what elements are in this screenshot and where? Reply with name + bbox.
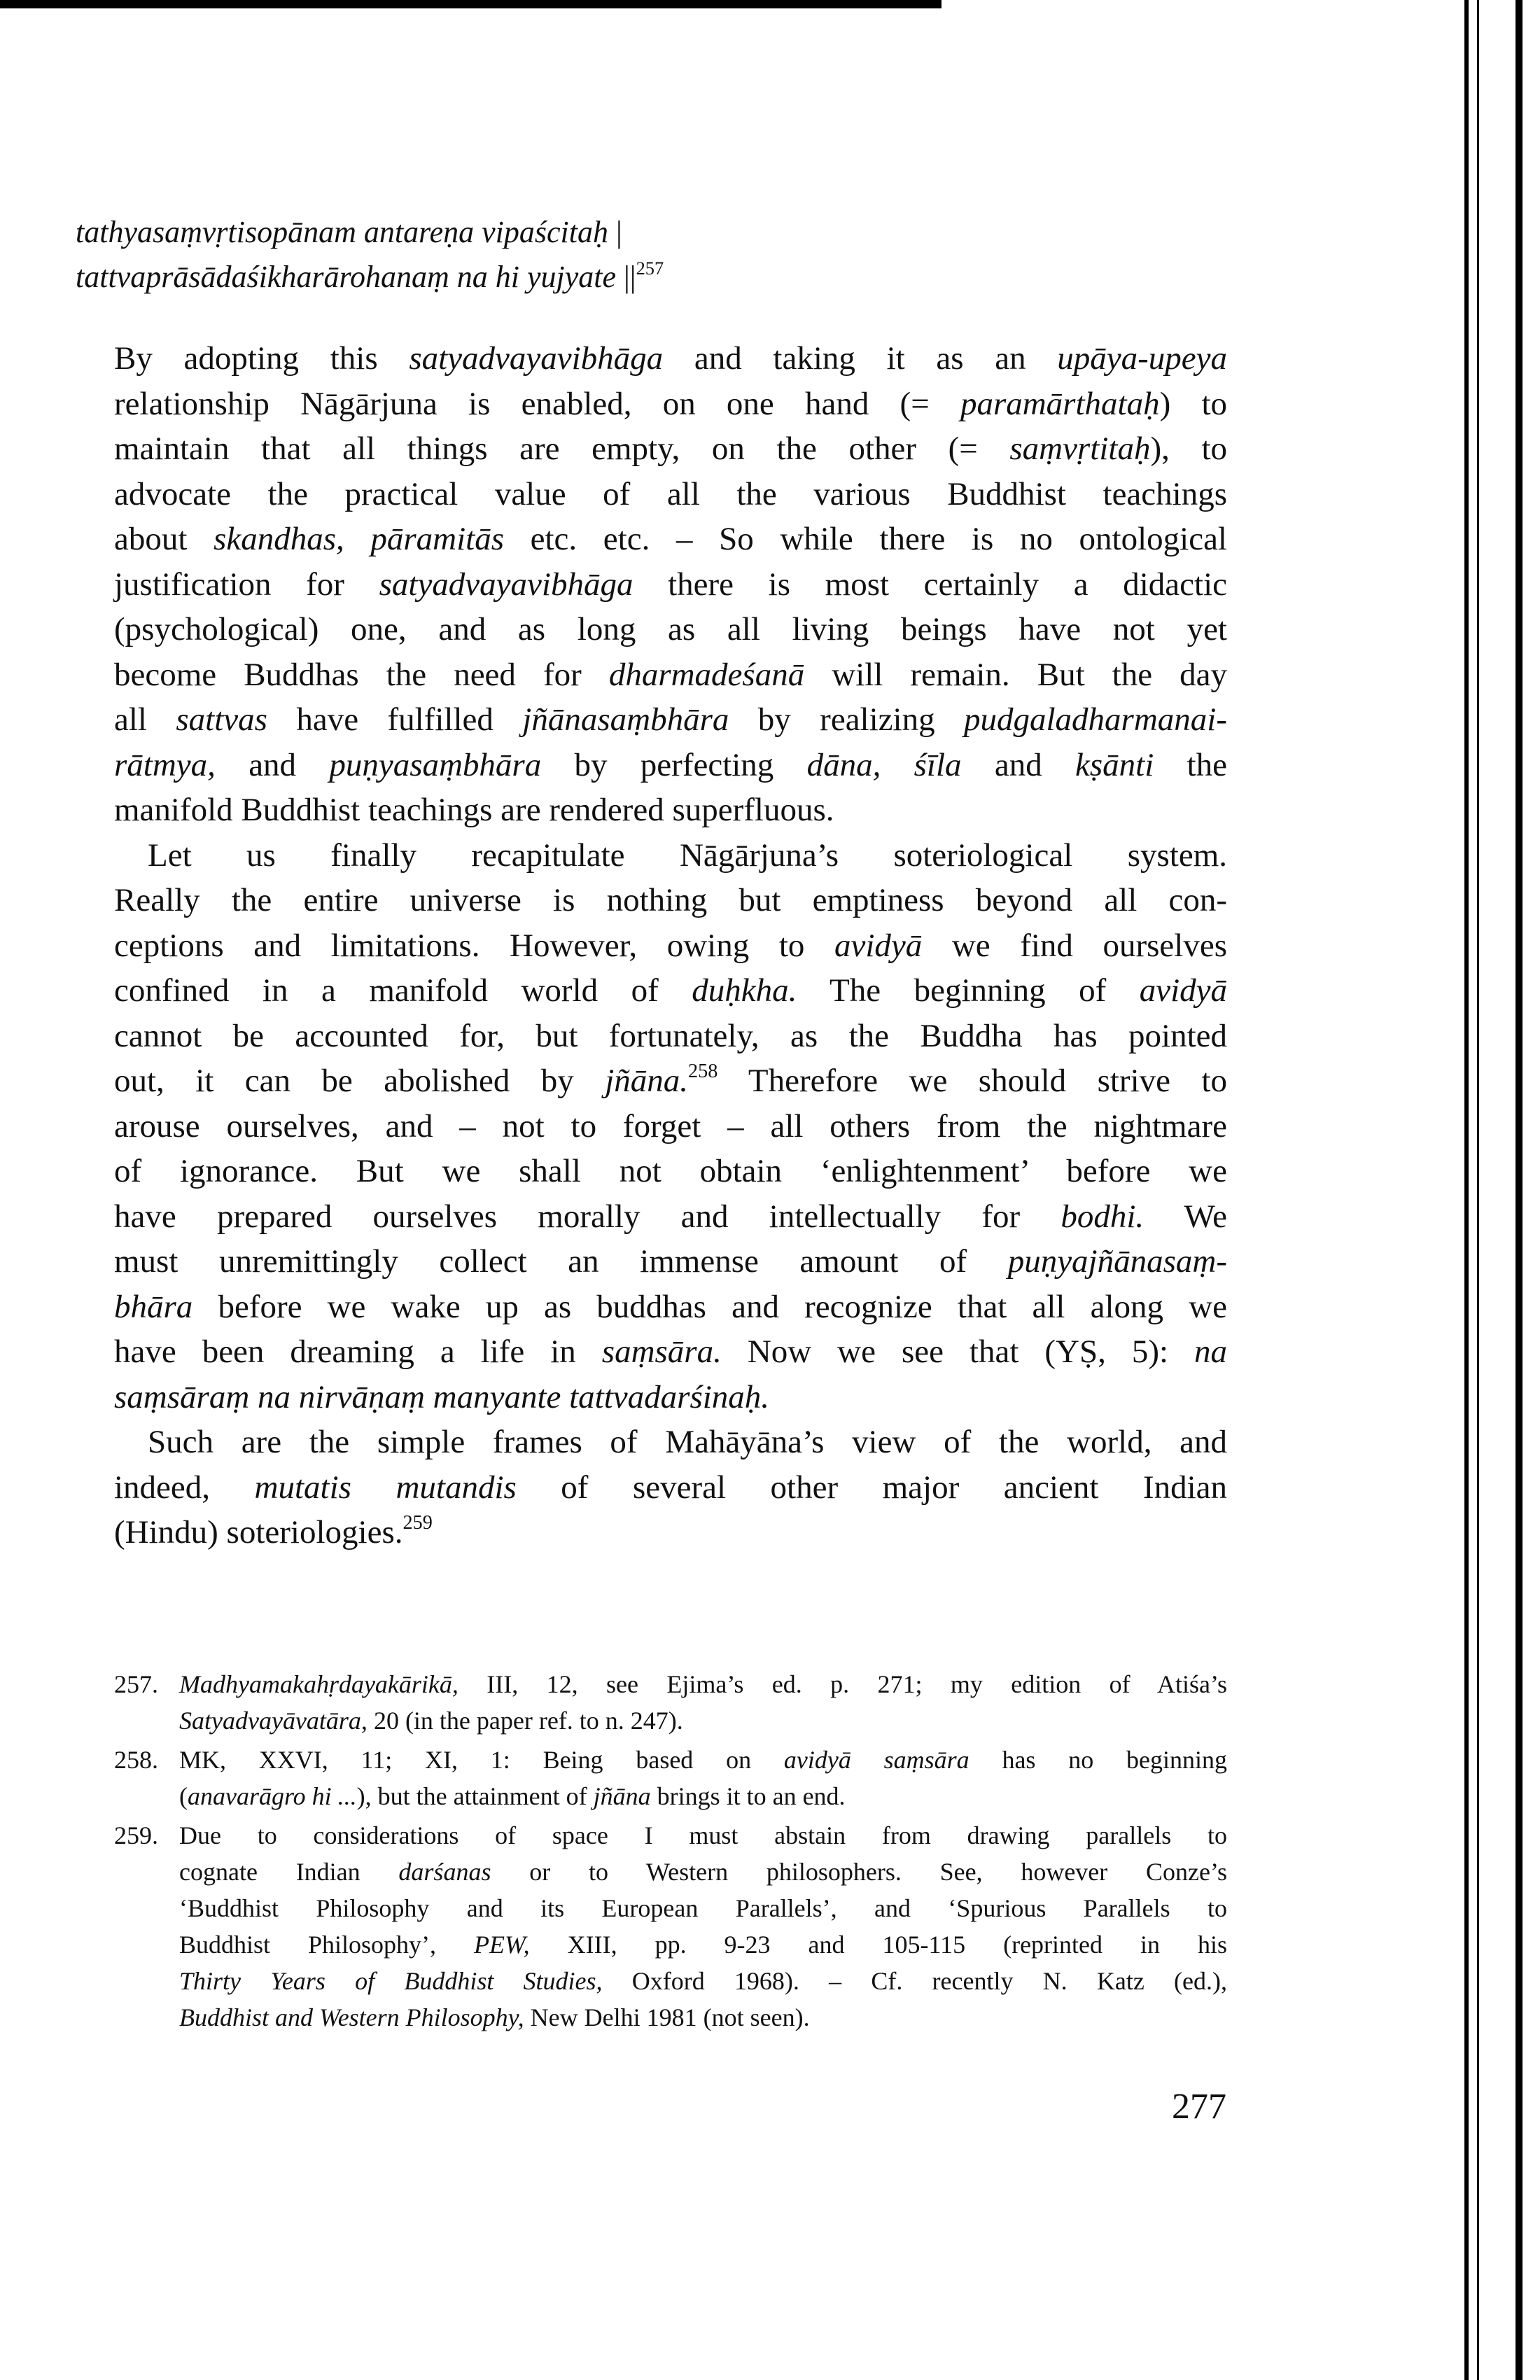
text-line bbox=[114, 1058, 1227, 1104]
text-run: or to Western philosophers. See, however Conze’s bbox=[491, 1858, 1228, 1886]
italic-term: Madhyamakahṛdayakārikā, bbox=[179, 1670, 458, 1698]
text-line bbox=[114, 1420, 1227, 1465]
text-run: brings it to an end. bbox=[650, 1782, 846, 1810]
text-line bbox=[114, 1284, 1227, 1330]
footnote-line bbox=[179, 1666, 1227, 1702]
text-run: have prepared ourselves morally and intellectually for bbox=[114, 1198, 1061, 1235]
italic-term: avidyā saṃsāra bbox=[783, 1746, 969, 1774]
footnote-line bbox=[179, 1890, 1227, 1926]
text-run: out, it can be abolished by bbox=[114, 1063, 606, 1099]
text-run: relationship Nāgārjuna is enabled, on one hand (= bbox=[114, 385, 960, 422]
italic-term: puṇyasaṃbhāra bbox=[329, 746, 542, 783]
text-run: before we wake up as buddhas and recognize that all along we bbox=[192, 1288, 1227, 1325]
text-run: and taking it as an bbox=[663, 340, 1058, 377]
text-run: XIII, pp. 9-23 and 105-115 (reprinted in his bbox=[529, 1931, 1227, 1959]
footnote bbox=[114, 1817, 1227, 2036]
text-line bbox=[114, 562, 1227, 608]
verse-quotation bbox=[76, 210, 664, 300]
italic-term: tathyasaṃvṛtisopānam antareṇa vipaścitaḥ bbox=[76, 215, 608, 249]
text-run: must unremittingly collect an immense amount of bbox=[114, 1243, 1008, 1280]
text-run: become Buddhas the need for bbox=[114, 656, 609, 693]
text-line bbox=[114, 1329, 1227, 1375]
text-line bbox=[114, 382, 1227, 427]
text-run: etc. etc. – So while there is no ontological bbox=[504, 521, 1227, 557]
italic-term: saṃvṛtitaḥ bbox=[1009, 430, 1151, 467]
footnote-number: 257. bbox=[114, 1670, 158, 1698]
italic-term: PEW, bbox=[474, 1931, 530, 1959]
text-run: and bbox=[961, 746, 1075, 783]
text-run: Such are the simple frames of Mahāyāna’s view of the world, and bbox=[148, 1424, 1227, 1460]
text-run: Now we see that (YṢ, 5): bbox=[721, 1334, 1194, 1370]
text-run: ), to bbox=[1150, 430, 1227, 467]
text-line bbox=[114, 1104, 1227, 1149]
verse-line bbox=[76, 255, 664, 300]
text-line bbox=[114, 968, 1227, 1014]
italic-term: darśanas bbox=[398, 1858, 491, 1886]
footnote-text bbox=[179, 1817, 1227, 2036]
italic-term: saṃsāraṃ na nirvāṇaṃ manyante tattvadarśinaḥ. bbox=[114, 1378, 770, 1415]
text-run: ), but the attainment of bbox=[356, 1782, 594, 1810]
text-run: Let us finally recapitulate Nāgārjuna’s soteriological system. bbox=[148, 836, 1227, 874]
italic-term: tattvaprāsādaśikharārohanaṃ na hi yujyate bbox=[76, 260, 616, 294]
text-line bbox=[114, 472, 1227, 517]
scan-right-edge-outer bbox=[1516, 0, 1522, 2380]
text-run: Oxford 1968). – Cf. recently N. Katz (ed.), bbox=[602, 1967, 1227, 1995]
footnotes bbox=[114, 1666, 1227, 2038]
italic-term: kṣānti bbox=[1074, 746, 1154, 783]
italic-term: upāya-upeya bbox=[1057, 340, 1228, 377]
text-run: and bbox=[215, 746, 330, 783]
footnote-ref: 257 bbox=[636, 257, 664, 279]
text-run: III, 12, see Ejima’s ed. p. 271; my edition of Atiśa’s bbox=[458, 1670, 1227, 1698]
text-line bbox=[114, 743, 1227, 788]
text-run: by perfecting bbox=[541, 746, 807, 783]
text-run: 20 (in the paper ref. to n. 247). bbox=[367, 1707, 683, 1735]
italic-term: Satyadvayāvatāra, bbox=[179, 1707, 368, 1735]
footnote-number: 258. bbox=[114, 1746, 158, 1774]
footnote-line bbox=[179, 1742, 1227, 1778]
italic-term: dāna, śīla bbox=[806, 746, 962, 783]
text-run: cognate Indian bbox=[179, 1858, 399, 1886]
text-run: ‘Buddhist Philosophy and its European Parallels’, and ‘Spurious Parallels to bbox=[179, 1894, 1227, 1922]
italic-term: jñānasaṃbhāra bbox=[522, 701, 729, 738]
text-run: We bbox=[1144, 1198, 1227, 1235]
italic-term: satyadvayavibhāga bbox=[409, 340, 664, 377]
text-run: arouse ourselves, and – not to forget – all others from the nightmare bbox=[114, 1107, 1227, 1144]
text-run: MK, XXVI, 11; XI, 1: Being based on bbox=[179, 1746, 784, 1774]
italic-term: jñāna bbox=[593, 1782, 651, 1810]
text-run: the bbox=[1154, 746, 1227, 783]
text-line bbox=[114, 607, 1227, 652]
text-line bbox=[114, 1149, 1227, 1194]
text-run: Therefore we should strive to bbox=[718, 1063, 1227, 1099]
footnote-text bbox=[179, 1742, 1227, 1814]
paragraph bbox=[114, 1420, 1227, 1555]
text-line bbox=[114, 336, 1227, 382]
text-run: of ignorance. But we shall not obtain ‘enlightenment’ before we bbox=[114, 1153, 1227, 1189]
text-line bbox=[114, 833, 1227, 878]
italic-term: satyadvayavibhāga bbox=[379, 566, 634, 603]
text-line bbox=[114, 697, 1227, 743]
footnote bbox=[114, 1666, 1227, 1739]
italic-term: dharmadeśanā bbox=[608, 656, 805, 693]
scan-right-edge bbox=[1464, 0, 1469, 2380]
page-number: 277 bbox=[1172, 2087, 1226, 2127]
text-line bbox=[114, 652, 1227, 698]
footnote-line bbox=[179, 1999, 1227, 2036]
text-run: all bbox=[114, 701, 176, 738]
text-run: Buddhist Philosophy’, bbox=[179, 1931, 474, 1959]
text-line bbox=[114, 1465, 1227, 1511]
italic-term: mutatis mutandis bbox=[254, 1469, 517, 1506]
text-run: have fulfilled bbox=[267, 701, 523, 738]
italic-term: saṃsāra. bbox=[601, 1334, 722, 1370]
text-run: ) to bbox=[1159, 385, 1227, 422]
italic-term: Thirty Years of Buddhist Studies, bbox=[179, 1967, 603, 1995]
text-line bbox=[114, 788, 1227, 833]
text-run: cannot be accounted for, but fortunately, as the Buddha has pointed bbox=[114, 1017, 1227, 1054]
footnote-line bbox=[179, 1854, 1227, 1890]
footnote-line bbox=[179, 1926, 1227, 1963]
text-run: there is most certainly a didactic bbox=[633, 566, 1227, 603]
italic-term: jñāna. bbox=[605, 1063, 689, 1099]
text-run: ceptions and limitations. However, owing to bbox=[114, 927, 834, 964]
italic-term: rātmya, bbox=[114, 746, 216, 783]
main-text bbox=[114, 336, 1227, 1555]
footnote-line bbox=[179, 1963, 1227, 1999]
text-run: advocate the practical value of all the various Buddhist teachings bbox=[114, 475, 1227, 512]
text-run: has no beginning bbox=[969, 1746, 1227, 1774]
footnote-line bbox=[179, 1778, 1227, 1814]
text-run: | bbox=[608, 215, 622, 249]
text-run: indeed, bbox=[114, 1469, 255, 1506]
italic-term: puṇyajñānasaṃ- bbox=[1007, 1243, 1227, 1280]
footnote-text bbox=[179, 1666, 1227, 1739]
italic-term: anavarāgro hi ... bbox=[188, 1782, 357, 1810]
italic-term: avidyā bbox=[1139, 972, 1227, 1009]
text-run: by realizing bbox=[729, 701, 964, 738]
text-run: The beginning of bbox=[797, 972, 1140, 1009]
italic-term: Buddhist and Western Philosophy, bbox=[179, 2003, 524, 2031]
text-run: manifold Buddhist teachings are rendered superfluous. bbox=[114, 792, 834, 828]
text-line bbox=[114, 1014, 1227, 1059]
text-line bbox=[114, 1239, 1227, 1284]
text-run: have been dreaming a life in bbox=[114, 1334, 602, 1370]
footnote-ref: 258 bbox=[688, 1060, 718, 1083]
text-run: Due to considerations of space I must abstain from drawing parallels to bbox=[179, 1821, 1227, 1849]
text-line bbox=[114, 923, 1227, 969]
footnote-line bbox=[179, 1702, 1227, 1739]
text-run: ( bbox=[179, 1782, 188, 1810]
text-run: || bbox=[615, 260, 636, 294]
text-run: confined in a manifold world of bbox=[114, 972, 692, 1009]
italic-term: duḥkha. bbox=[692, 972, 797, 1009]
scan-right-edge-inner bbox=[1477, 0, 1479, 2380]
text-run: Really the entire universe is nothing but emptiness beyond all con- bbox=[114, 882, 1227, 918]
paragraph bbox=[114, 336, 1227, 833]
footnote-ref: 259 bbox=[402, 1512, 433, 1534]
footnote-number: 259. bbox=[114, 1821, 158, 1849]
italic-term: bodhi. bbox=[1060, 1198, 1144, 1235]
text-line bbox=[114, 517, 1227, 562]
paragraph bbox=[114, 833, 1227, 1420]
text-line bbox=[114, 878, 1227, 923]
text-run: By adopting this bbox=[114, 340, 410, 377]
italic-term: pudgaladharmanai- bbox=[964, 701, 1227, 738]
text-line bbox=[114, 426, 1227, 472]
footnote-line bbox=[179, 1817, 1227, 1854]
text-run: we find ourselves bbox=[922, 927, 1227, 964]
italic-term: paramārthataḥ bbox=[960, 385, 1160, 422]
scan-top-edge bbox=[0, 0, 941, 8]
text-run: of several other major ancient Indian bbox=[516, 1469, 1227, 1506]
text-run: (Hindu) soteriologies. bbox=[114, 1514, 403, 1550]
italic-term: bhāra bbox=[114, 1288, 193, 1325]
text-run: (psychological) one, and as long as all living beings have not yet bbox=[114, 611, 1227, 648]
text-run: justification for bbox=[114, 566, 379, 603]
italic-term: skandhas, pāramitās bbox=[214, 521, 505, 557]
text-line bbox=[114, 1510, 1227, 1555]
italic-term: na bbox=[1194, 1334, 1227, 1370]
text-run: New Delhi 1981 (not seen). bbox=[524, 2003, 810, 2031]
text-run: about bbox=[114, 521, 214, 557]
text-line bbox=[114, 1194, 1227, 1240]
text-run: maintain that all things are empty, on the other (= bbox=[114, 430, 1010, 467]
italic-term: sattvas bbox=[176, 701, 267, 738]
verse-line bbox=[76, 210, 664, 255]
italic-term: avidyā bbox=[834, 927, 923, 964]
text-line bbox=[114, 1375, 1227, 1420]
footnote bbox=[114, 1742, 1227, 1814]
text-run: will remain. But the day bbox=[804, 656, 1227, 693]
